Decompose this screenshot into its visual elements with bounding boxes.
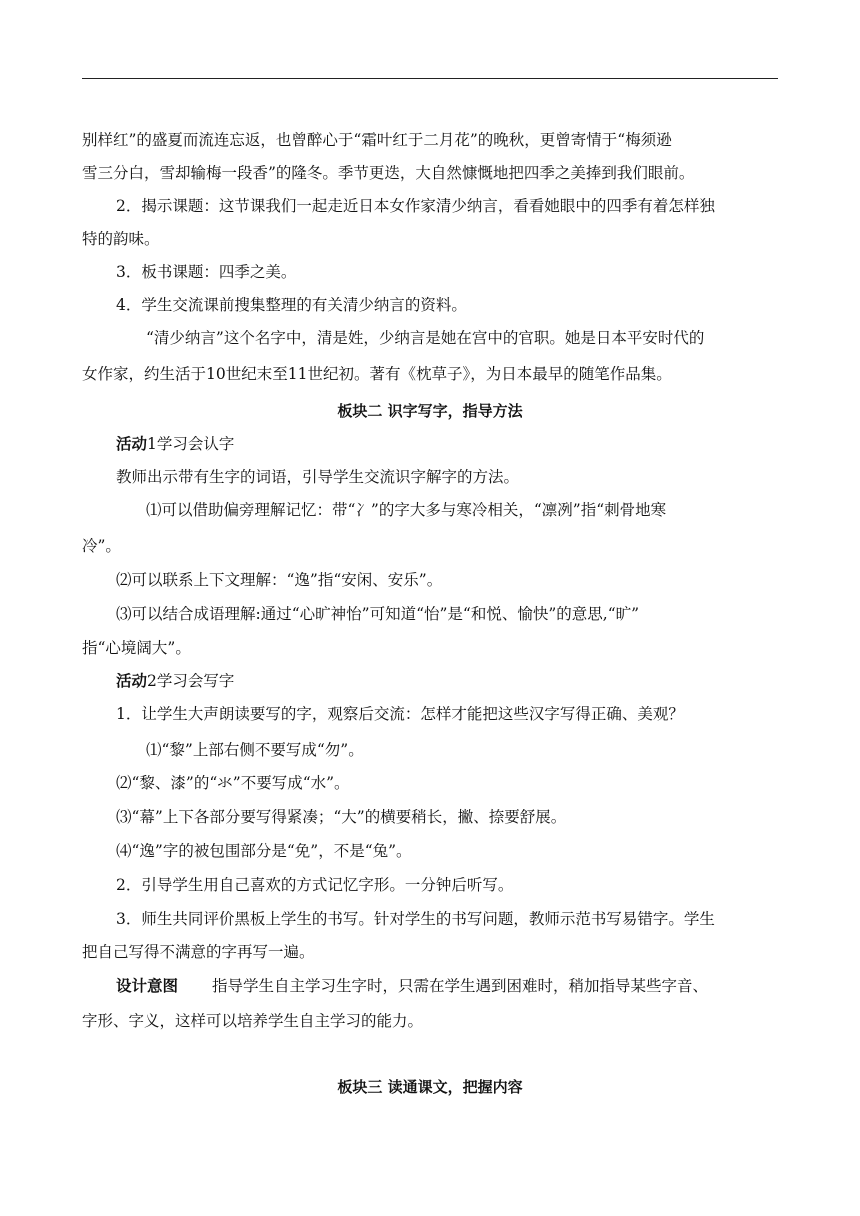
text-line: 3．板书课题：四季之美。 [116, 263, 297, 281]
activity-label: 活动 [116, 672, 148, 690]
text-line: 3．师生共同评价黑板上学生的书写。针对学生的书写问题，教师示范书写易错字。学生 [116, 910, 715, 928]
section-heading: 板块二 识字写字，指导方法 [337, 402, 523, 420]
activity-title: 2学习会写字 [147, 672, 235, 690]
text-line: 教师出示带有生字的词语，引导学生交流识字解字的方法。 [116, 468, 520, 486]
text-line: 2．引导学生用自己喜欢的方式记忆字形。一分钟后听写。 [116, 876, 514, 894]
activity-heading [116, 428, 778, 460]
header-rule [82, 78, 778, 79]
activity-heading [116, 665, 778, 697]
activity-title: 1学习会认字 [147, 435, 235, 453]
text-line: 字形、字义，这样可以培养学生自主学习的能力。 [82, 1012, 424, 1030]
section-heading: 板块三 读通课文，把握内容 [337, 1078, 523, 1096]
text-line: 雪三分白，雪却输梅一段香”的隆冬。季节更迭，大自然慷慨地把四季之美捧到我们眼前。 [82, 164, 695, 182]
text-line: ⑶“幕”上下各部分要写得紧凑；“大”的横要稍长，撇、捺要舒展。 [116, 808, 567, 826]
text-line: 女作家，约生活于10世纪末至11世纪初。著有《枕草子》，为日本最早的随笔作品集。 [82, 365, 672, 383]
design-intent-label: 设计意图 [116, 977, 179, 995]
text-line: ⑶可以结合成语理解:通过“心旷神怡”可知道“怡”是“和悦、愉快”的意思,“旷” [116, 605, 640, 623]
text-line: ⑷“逸”字的被包围部分是“免”，不是“兔”。 [116, 842, 412, 860]
text-line: 别样红”的盛夏而流连忘返，也曾醉心于“霜叶红于二月花”的晚秋，更曾寄情于“梅须逊 [82, 131, 672, 149]
text-line: 4．学生交流课前搜集整理的有关清少纳言的资料。 [116, 296, 467, 314]
design-intent-text: 指导学生自主学习生字时，只需在学生遇到困难时，稍加指导某些字音、 [212, 977, 709, 995]
text-line: 1．让学生大声朗读要写的字，观察后交流：怎样才能把这些汉字写得正确、美观？ [116, 705, 684, 723]
text-line: ⑵“黎、漆”的“氺”不要写成“水”。 [116, 774, 350, 792]
text-line: ⑴可以借助偏旁理解记忆：带“冫”的字大多与寒冷相关，“凛冽”指“刺骨地寒 [146, 501, 667, 519]
text-line: ⑵可以联系上下文理解：“逸”指“安闲、安乐”。 [116, 571, 443, 589]
text-line: 特的韵味。 [82, 230, 160, 248]
text-line: 把自己写得不满意的字再写一遍。 [82, 943, 315, 961]
text-line: 指“心境阔大”。 [82, 639, 191, 657]
design-intent [116, 970, 778, 1002]
text-line: 2．揭示课题：这节课我们一起走近日本女作家清少纳言，看看她眼中的四季有着怎样独 [116, 197, 715, 215]
activity-label: 活动 [116, 435, 148, 453]
text-line: “清少纳言”这个名字中，清是姓，少纳言是她在宫中的官职。她是日本平安时代的 [146, 329, 705, 347]
text-line: ⑴“黎”上部右侧不要写成“勿”。 [146, 741, 364, 759]
text-line: 冷”。 [82, 537, 121, 555]
